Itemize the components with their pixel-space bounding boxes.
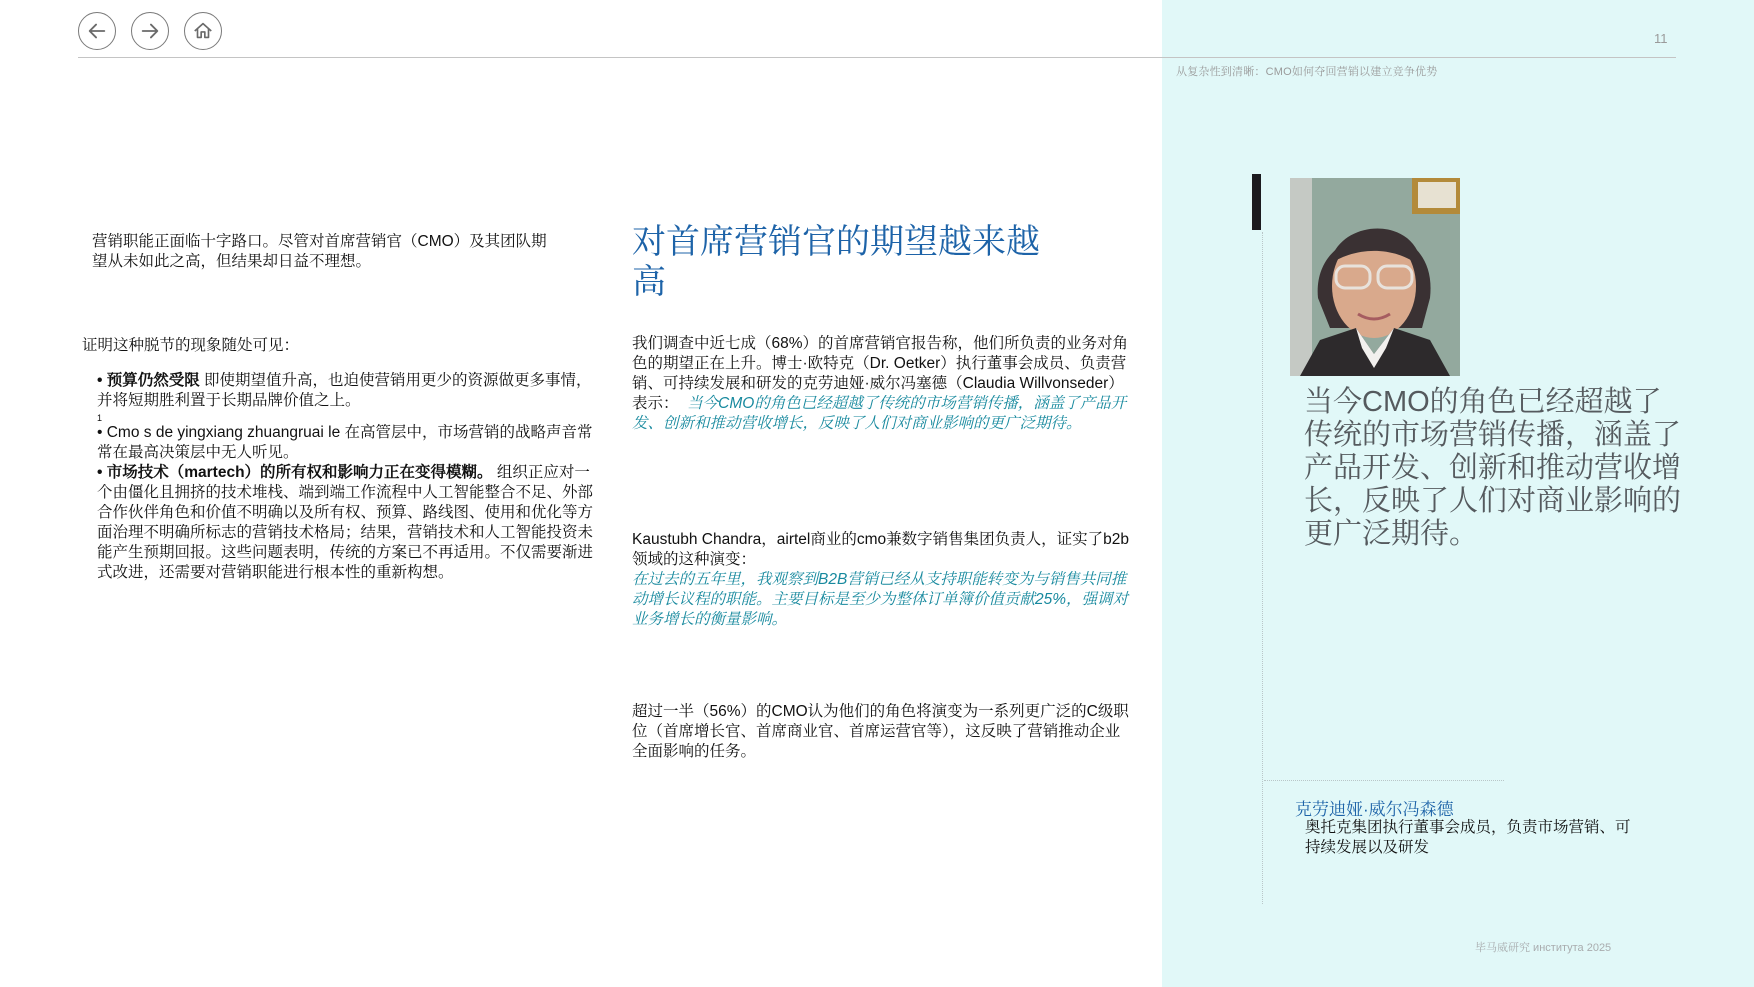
paragraph-c-suite: 超过一半（56%）的CMO认为他们的角色将演变为一系列更广泛的C级职位（首席增长官、首席商业官、首席运营官等），这反映了营销推动企业全面影响的任务。 — [632, 703, 1129, 760]
bullet-item — [97, 463, 597, 583]
paragraph-b2b — [632, 530, 1132, 630]
bullet-text: 即使期望值升高，也迫使营销用更少的资源做更多事情，并将短期胜利置于长期品牌价值之上。 — [97, 372, 592, 409]
bullet-title: • 市场技术（martech）的所有权和影响力正在变得模糊。 — [97, 464, 493, 481]
bullet-title: • Cmo s de yingxiang zhuangruai le — [97, 424, 341, 441]
attribution-role: 奥托克集团执行董事会成员，负责市场营销、可持续发展以及研发 — [1305, 819, 1631, 856]
running-title: 从复杂性到清晰：CMO如何夺回营销以建立竞争优势 — [1176, 66, 1438, 78]
section-heading: 对首席营销官的期望越来越高 — [632, 223, 1040, 301]
forward-button[interactable] — [131, 12, 169, 50]
bullet-item — [97, 371, 597, 411]
accent-bar — [1252, 174, 1261, 230]
footer-credit: 毕马威研究 института 2025 — [1475, 942, 1612, 954]
horizontal-dotted-divider — [1264, 780, 1504, 781]
bullet-item — [97, 423, 597, 463]
paragraph-survey — [632, 334, 1132, 434]
back-button[interactable] — [78, 12, 116, 50]
intro-paragraph: 营销职能正面临十字路口。尽管对首席营销官（CMO）及其团队期望从未如此之高，但结果却日益不理想。 — [92, 233, 547, 270]
home-button[interactable] — [184, 12, 222, 50]
paragraph-text: 我们调查中近七成（68%）的首席营销官报告称，他们所负责的业务对角色的期望正在上升。博士·欧特克（Dr. Oetker）执行董事会成员、负责营销、可持续发展和研发的克劳迪娅·威尔冯塞德（Claudia Willvonseder）表示： — [632, 335, 1129, 412]
footnote-marker: 1 — [97, 413, 103, 423]
bullet-text: 组织正应对一个由僵化且拥挤的技术堆栈、端到端工作流程中人工智能整合不足、外部合作伙伴角色和价值不明确以及所有权、预算、路线图、使用和优化等方面治理不明确所标志的营销技术格局；结果，营销技术和人工智能投资未能产生预期回报。这些问题表明，传统的方案已不再适用。不仅需要渐进式改进，还需要对营销职能进行根本性的重新构想。 — [97, 464, 594, 581]
vertical-dotted-divider — [1262, 232, 1263, 904]
header-divider — [78, 57, 1676, 58]
arrow-right-icon — [139, 20, 161, 42]
inline-quote: 当今CMO的角色已经超越了传统的市场营销传播，涵盖了产品开发、创新和推动营收增长，反映了人们对商业影响的更广泛期待。 — [632, 395, 1127, 432]
evidence-lead: 证明这种脱节的现象随处可见： — [82, 337, 300, 354]
bullet-text: 在高管层中，市场营销的战略声音常常在最高决策层中无人听见。 — [97, 424, 593, 461]
inline-quote: 在过去的五年里，我观察到B2B营销已经从支持职能转变为与销售共同推动增长议程的职能。主要目标是至少为整体订单簿价值贡献25%，强调对业务增长的衡量影响。 — [632, 571, 1129, 628]
attribution-name: 克劳迪娅·威尔冯森德 — [1295, 800, 1454, 819]
bullet-title: • 预算仍然受限 — [97, 372, 200, 389]
portrait-photo — [1290, 178, 1460, 376]
paragraph-text: Kaustubh Chandra，airtel商业的cmo兼数字销售集团负责人，证实了b2b领域的这种演变： — [632, 531, 1130, 568]
bullet-list — [97, 371, 597, 583]
home-icon — [192, 20, 214, 42]
pull-quote: 当今CMO的角色已经超越了传统的市场营销传播，涵盖了产品开发、创新和推动营收增长，反映了人们对商业影响的更广泛期待。 — [1304, 386, 1682, 550]
arrow-left-icon — [86, 20, 108, 42]
page-number: 11 — [1654, 31, 1668, 46]
person-portrait-icon — [1290, 178, 1460, 376]
